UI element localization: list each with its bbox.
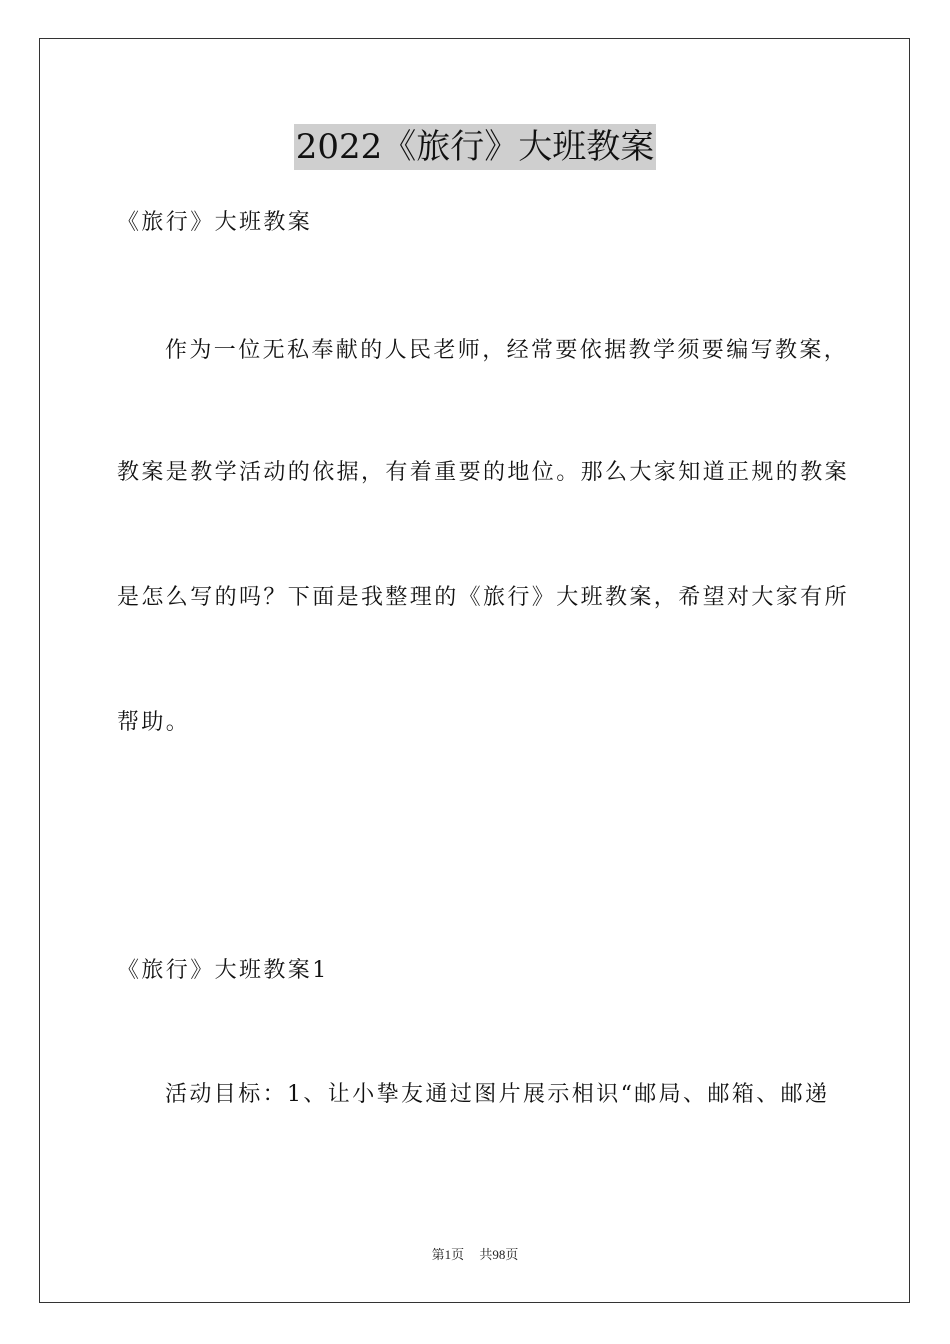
intro-line-4: 帮助。 [117, 710, 191, 735]
page-number-total: 共98页 [479, 1247, 519, 1262]
intro-line-2: 教案是教学活动的依据，有着重要的地位。那么大家知道正规的教案 [117, 460, 850, 485]
section-heading: 《旅行》大班教案1 [117, 958, 329, 983]
title-container [0, 124, 950, 170]
document-title: 2022《旅行》大班教案 [294, 124, 657, 170]
intro-line-1: 作为一位无私奉献的人民老师，经常要依据教学须要编写教案， [165, 338, 849, 363]
activity-goal-line: 活动目标：1、让小挚友通过图片展示相识“邮局、邮箱、邮递 [165, 1082, 830, 1107]
document-subtitle: 《旅行》大班教案 [117, 210, 313, 235]
page-footer [0, 1246, 950, 1264]
intro-line-3: 是怎么写的吗？下面是我整理的《旅行》大班教案，希望对大家有所 [117, 585, 850, 610]
page-number-current: 第1页 [431, 1247, 465, 1262]
